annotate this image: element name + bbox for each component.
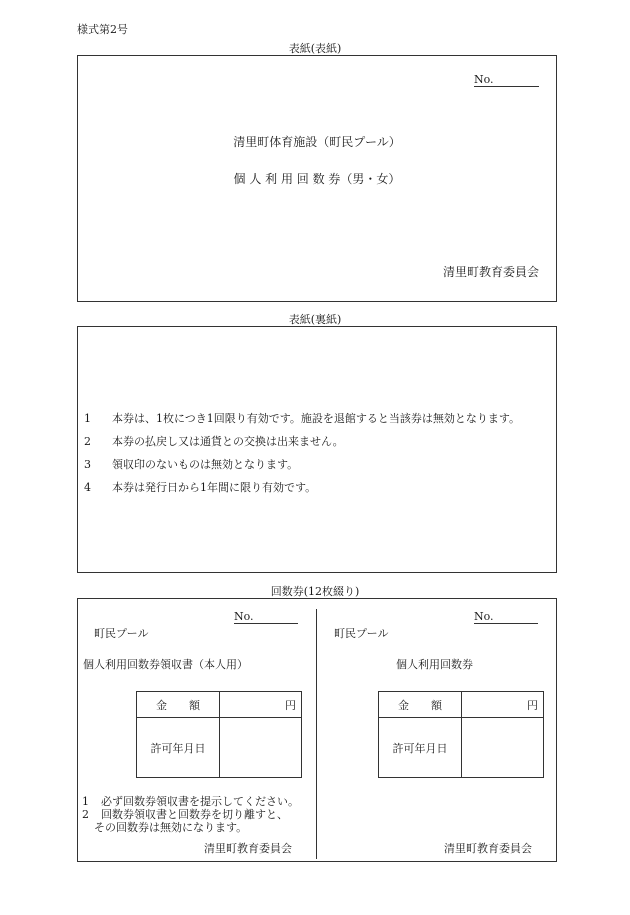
tickets-heading: 回数券(12枚綴り) xyxy=(270,585,360,598)
back-cover-heading: 表紙(裏紙) xyxy=(288,313,342,326)
left-no-field: No. xyxy=(234,610,298,624)
back-note-number: 4 xyxy=(84,481,91,494)
front-no-field: No. xyxy=(474,73,539,87)
right-date-label: 許可年月日 xyxy=(379,718,462,778)
left-amount-label: 金 額 xyxy=(137,692,220,718)
back-note-text: 本券の払戻し又は通貨との交換は出来ません。 xyxy=(112,435,344,448)
left-date-value xyxy=(220,718,302,778)
tickets-box xyxy=(77,598,557,862)
right-title: 個人利用回数券 xyxy=(396,658,473,671)
left-note-text: 回数券領収書と回数券を切り離すと、 xyxy=(101,808,288,821)
right-issuer: 清里町教育委員会 xyxy=(444,842,532,855)
back-note-text: 本券は発行日から1年間に限り有効です。 xyxy=(112,481,317,494)
back-note xyxy=(84,479,316,495)
back-note xyxy=(84,410,520,426)
ticket-divider xyxy=(316,609,317,859)
right-amount-label: 金 額 xyxy=(379,692,462,718)
back-cover-box xyxy=(77,326,557,573)
left-issuer: 清里町教育委員会 xyxy=(204,842,292,855)
left-amount-table xyxy=(136,691,302,778)
right-yen: 円 xyxy=(462,692,544,718)
left-date-label: 許可年月日 xyxy=(137,718,220,778)
back-note-text: 本券は、1枚につき1回限り有効です。施設を退館すると当該券は無効となります。 xyxy=(112,412,521,425)
form-label: 様式第2号 xyxy=(77,23,128,36)
front-cover-heading: 表紙(表紙) xyxy=(288,42,342,55)
front-issuer: 清里町教育委員会 xyxy=(442,265,539,279)
left-note-text: 必ず回数券領収書を提示してください。 xyxy=(101,795,299,808)
front-cover-box xyxy=(77,55,557,302)
left-title: 個人利用回数券領収書（本人用） xyxy=(83,658,248,671)
left-note xyxy=(82,819,247,835)
back-note-number: 3 xyxy=(84,458,91,471)
left-note-number: 1 xyxy=(82,795,89,808)
back-note-number: 1 xyxy=(84,412,91,425)
back-note xyxy=(84,456,298,472)
front-subtitle: 個 人 利 用 回 数 券（男・女） xyxy=(233,172,401,186)
right-amount-table xyxy=(378,691,544,778)
front-title: 清里町体育施設（町民プール） xyxy=(233,135,401,149)
right-date-value xyxy=(462,718,544,778)
back-note xyxy=(84,433,344,449)
left-facility: 町民プール xyxy=(94,627,149,640)
left-note-text: その回数券は無効になります。 xyxy=(94,821,248,834)
back-note-number: 2 xyxy=(84,435,91,448)
left-note-number: 2 xyxy=(82,808,89,821)
right-no-field: No. xyxy=(474,610,538,624)
left-yen: 円 xyxy=(220,692,302,718)
back-note-text: 領収印のないものは無効となります。 xyxy=(112,458,299,471)
right-facility: 町民プール xyxy=(334,627,389,640)
